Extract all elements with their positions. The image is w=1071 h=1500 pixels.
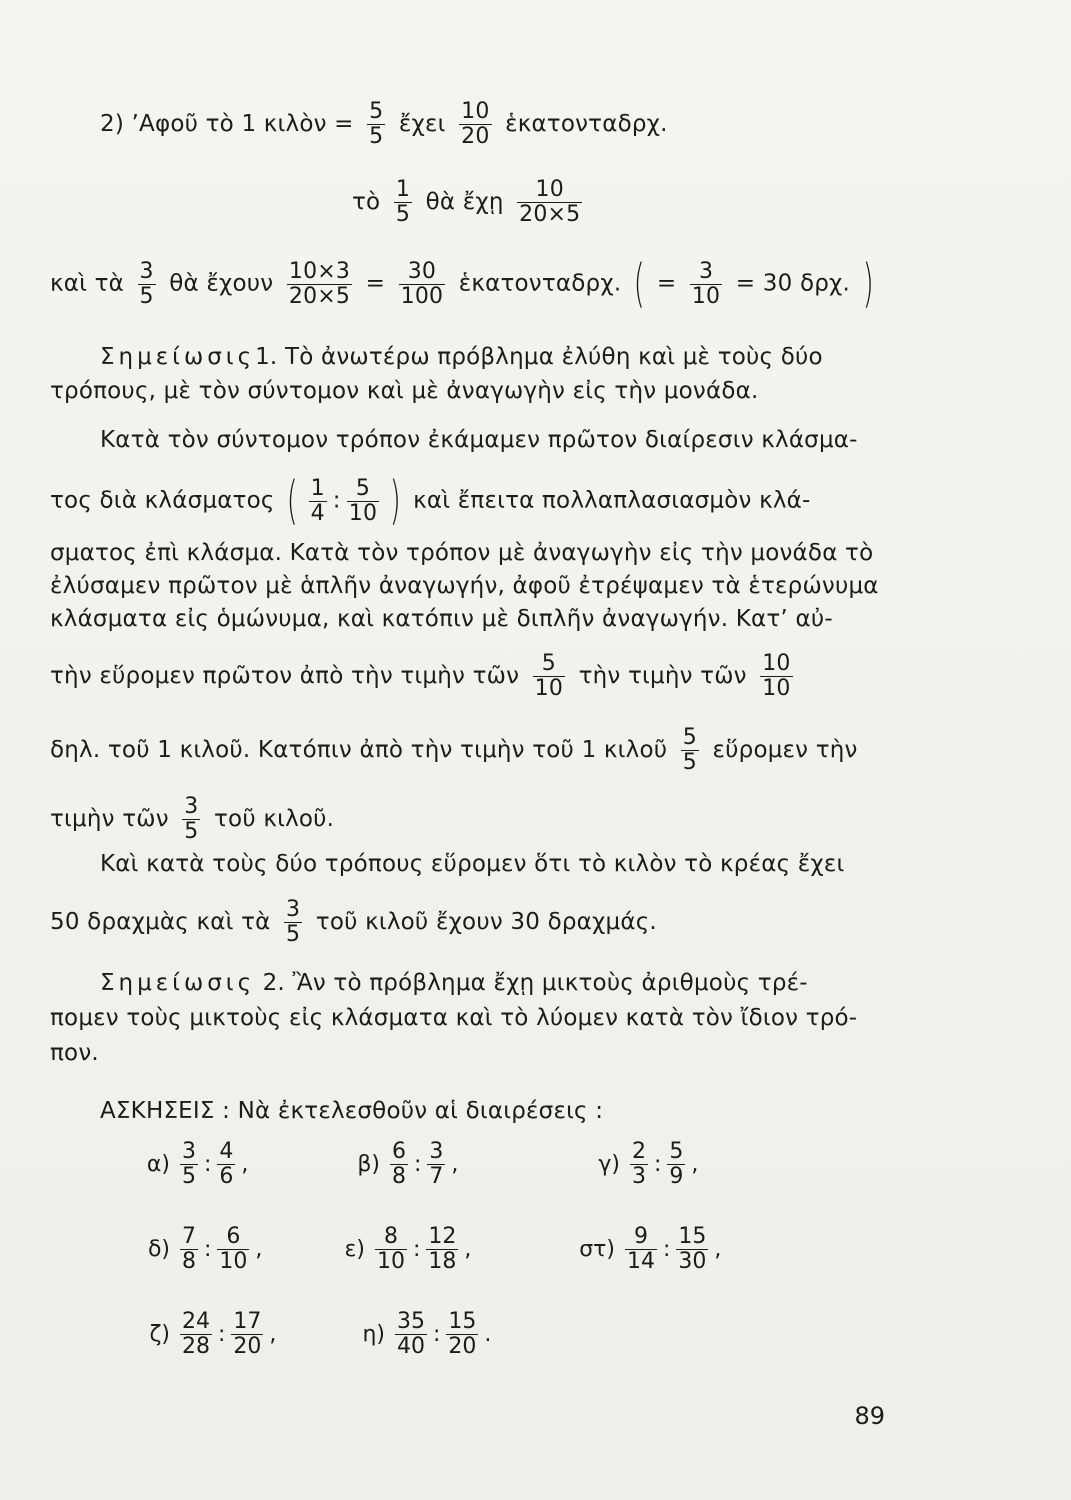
numerator: 35 (397, 1309, 425, 1334)
denominator: 20×5 (288, 283, 351, 309)
numerator: 12 (428, 1224, 457, 1249)
numerator: 10×3 (288, 258, 351, 284)
equals-sign: = (365, 270, 386, 297)
exercise-item (130, 1310, 276, 1359)
fraction (690, 260, 722, 309)
denominator: 28 (182, 1334, 210, 1359)
punctuation: , (241, 1152, 249, 1177)
text-segment: ἔχει (398, 111, 446, 137)
numerator: 1 (395, 177, 411, 202)
fraction (446, 1310, 478, 1359)
denominator: 6 (219, 1164, 234, 1189)
numerator: 6 (217, 1225, 249, 1250)
fraction (367, 100, 385, 149)
fraction (395, 1310, 427, 1359)
fraction (533, 652, 565, 701)
equals-sign: = (656, 270, 677, 297)
fraction (138, 260, 156, 309)
text-segment: τιμὴν τῶν (50, 806, 169, 832)
numerator: 3 (139, 258, 154, 284)
text-segment: σματος ἐπὶ κλάσμα. Κατὰ τὸν τρόπον μὲ ἀναγωγὴν εἰς τὴν μονάδα τὸ (50, 540, 874, 566)
paragraph-line (50, 652, 799, 701)
fraction (180, 1140, 198, 1189)
text-segment: τὴν εὕρομεν πρῶτον ἀπὸ τὴν τιμὴν τῶν (50, 663, 520, 689)
fraction (681, 726, 699, 775)
denominator: 5 (182, 1164, 196, 1189)
numerator: 10 (517, 178, 582, 203)
paragraph-line (50, 571, 879, 601)
denominator: 5 (286, 922, 301, 947)
exercise-label: η) (362, 1322, 385, 1347)
text-segment: θὰ ἔχουν (169, 270, 274, 297)
numerator: 9 (625, 1225, 657, 1250)
exercise-label: δ) (147, 1237, 170, 1262)
numerator: 3 (286, 897, 301, 922)
numerator: 3 (690, 260, 722, 285)
fraction (625, 1225, 657, 1274)
colon: : (413, 1237, 421, 1262)
right-paren: ) (389, 471, 402, 531)
exercise-label: α) (146, 1152, 170, 1177)
denominator: 5 (139, 283, 154, 309)
text-segment: καὶ τὰ (50, 270, 125, 297)
text-segment: τος διὰ κλάσματος (50, 487, 275, 514)
fraction (182, 795, 200, 844)
text-segment: τοῦ κιλοῦ ἔχουν 30 δραχμάς. (315, 909, 657, 935)
denominator: 9 (669, 1164, 684, 1189)
fraction (517, 178, 582, 227)
denominator: 14 (627, 1249, 655, 1274)
note-1-line-1 (100, 342, 823, 372)
denominator: 5 (682, 750, 697, 775)
exercises-heading (100, 1096, 603, 1126)
fraction (459, 100, 491, 149)
denominator: 5 (395, 202, 411, 227)
numerator: 10 (461, 99, 490, 124)
fraction (390, 1140, 408, 1189)
note-text: Τὸ ἀνωτέρω πρόβλημα ἐλύθη καὶ μὲ τοὺς δύο (284, 344, 823, 370)
exercise-item (130, 1225, 262, 1274)
exercises-instruction: Νὰ ἐκτελεσθοῦν αἱ διαιρέσεις : (237, 1098, 604, 1124)
numerator: 3 (182, 1139, 196, 1164)
fraction (217, 1225, 249, 1274)
punctuation: , (255, 1237, 263, 1262)
numerator: 4 (219, 1139, 234, 1164)
fraction (760, 652, 792, 701)
left-paren: ( (286, 471, 298, 531)
exercise-label: γ) (598, 1152, 620, 1177)
exercise-item (575, 1225, 721, 1274)
exercise-label: β) (357, 1152, 380, 1177)
text-segment: θὰ ἔχῃ (425, 189, 504, 215)
note-text: τρόπους, μὲ τὸν σύντομον καὶ μὲ ἀναγωγὴν εἰς τὴν μονάδα. (50, 378, 759, 404)
note-text: Ἂν τὸ πρόβλημα ἔχῃ μικτοὺς ἀριθμοὺς τρέ- (292, 970, 808, 996)
numerator: 24 (182, 1309, 210, 1334)
exercise-item (345, 1310, 491, 1359)
punctuation: , (451, 1152, 459, 1177)
colon: : (204, 1152, 212, 1177)
fraction (180, 1310, 212, 1359)
text-segment: ἑκατονταδρχ. (458, 270, 622, 297)
note-label: Σημείωσις (100, 344, 256, 370)
numerator: 8 (375, 1225, 407, 1250)
text-segment: κλάσματα εἰς ὁμώνυμα, καὶ κατόπιν μὲ διπλῆν ἀναγωγήν. Κατ’ αὐ- (50, 606, 833, 632)
paragraph-line (100, 849, 845, 879)
denominator: 4 (310, 500, 325, 526)
text-segment: τὸ (352, 189, 381, 215)
punctuation: , (714, 1237, 722, 1262)
text-segment: δηλ. τοῦ 1 κιλοῦ. Κατόπιν ἀπὸ τὴν τιμὴν τοῦ 1 κιλοῦ (50, 737, 668, 763)
colon: : (433, 1322, 441, 1347)
fraction (427, 1140, 445, 1189)
denominator: 40 (397, 1334, 425, 1359)
fraction (309, 477, 327, 526)
paragraph-line (50, 604, 833, 634)
page-number: 89 (854, 1402, 885, 1430)
punctuation: , (464, 1237, 472, 1262)
note-number: 1. (255, 344, 278, 370)
text-segment: τὴν τιμὴν τῶν (578, 663, 747, 689)
colon: : (654, 1152, 662, 1177)
fraction (630, 1140, 648, 1189)
note-number: 2. (262, 970, 285, 996)
numerator: 17 (233, 1309, 262, 1334)
fraction (231, 1310, 263, 1359)
numerator: 3 (184, 794, 199, 819)
denominator: 5 (369, 124, 384, 149)
denominator: 10 (762, 676, 791, 701)
text-segment: = 30 δρχ. (735, 270, 851, 297)
paragraph-line (50, 471, 811, 531)
denominator: 20 (448, 1334, 477, 1359)
paragraph-line (50, 795, 334, 844)
punctuation: , (691, 1152, 699, 1177)
colon: : (332, 487, 341, 514)
denominator: 7 (429, 1164, 444, 1189)
denominator: 8 (392, 1164, 406, 1189)
numerator: 15 (678, 1224, 707, 1249)
exercise-label: ε) (344, 1237, 365, 1262)
denominator: 20 (461, 124, 490, 149)
note-label: Σημείωσις (100, 970, 256, 996)
numerator: 6 (392, 1139, 406, 1164)
denominator: 18 (428, 1249, 457, 1274)
numerator: 10 (762, 651, 791, 676)
note-text: πον. (50, 1040, 99, 1066)
colon: : (218, 1322, 226, 1347)
exercises-title: ΑΣΚΗΣΕΙΣ : (100, 1098, 231, 1124)
denominator: 10 (377, 1249, 405, 1274)
fraction (399, 260, 446, 309)
text-segment: ἑκατονταδρχ. (505, 111, 668, 137)
fraction (284, 898, 302, 947)
note-2-line-1 (100, 968, 808, 998)
fraction (394, 178, 412, 227)
numerator: 5 (347, 477, 379, 502)
text-segment: εὕρομεν τὴν (712, 737, 858, 763)
note-2-line-3 (50, 1038, 99, 1068)
text-segment: Κατὰ τὸν σύντομον τρόπον ἐκάμαμεν πρῶτον διαίρεσιν κλάσμα- (100, 427, 858, 453)
fraction (676, 1225, 708, 1274)
fraction (287, 260, 352, 309)
denominator: 30 (678, 1249, 707, 1274)
numerator: 15 (448, 1309, 477, 1334)
punctuation: . (484, 1322, 492, 1347)
denominator: 10 (691, 283, 721, 309)
text-segment: καὶ ἔπειτα πολλαπλασιασμὸν κλά- (413, 487, 811, 514)
fraction (347, 477, 379, 526)
fraction (180, 1225, 198, 1274)
text-segment: Καὶ κατὰ τοὺς δύο τρόπους εὕρομεν ὅτι τὸ κιλὸν τὸ κρέας ἔχει (100, 851, 845, 877)
numerator: 2 (632, 1139, 646, 1164)
numerator: 7 (182, 1224, 196, 1249)
denominator: 20×5 (519, 202, 581, 227)
numerator: 5 (682, 725, 697, 750)
punctuation: , (269, 1322, 277, 1347)
paragraph-line (100, 425, 858, 455)
note-2-line-2 (50, 1003, 857, 1033)
paragraph-line (50, 538, 873, 568)
exercise-item (325, 1225, 471, 1274)
denominator: 20 (233, 1334, 262, 1359)
text-segment: 50 δραχμὰς καὶ τὰ (50, 909, 271, 935)
numerator: 5 (669, 1139, 684, 1164)
denominator: 8 (182, 1249, 196, 1274)
fraction (217, 1140, 235, 1189)
left-paren: ( (633, 254, 645, 314)
denominator: 100 (400, 283, 444, 309)
denominator: 10 (219, 1249, 248, 1274)
fraction (667, 1140, 685, 1189)
denominator: 10 (534, 676, 564, 701)
equation-line-1 (100, 100, 668, 149)
exercise-label: ζ) (149, 1322, 170, 1347)
colon: : (663, 1237, 671, 1262)
numerator: 3 (429, 1139, 444, 1164)
fraction (426, 1225, 458, 1274)
denominator: 3 (632, 1164, 646, 1189)
denominator: 5 (184, 819, 199, 844)
fraction (375, 1225, 407, 1274)
numerator: 5 (533, 652, 565, 677)
paragraph-line (50, 898, 657, 947)
denominator: 10 (348, 500, 378, 526)
equation-line-3 (50, 254, 878, 314)
exercise-item (580, 1140, 698, 1189)
numerator: 5 (369, 99, 384, 124)
text-segment: 2) ’Αφοῦ τὸ 1 κιλὸν = (100, 111, 354, 137)
right-paren: ) (862, 254, 874, 314)
numerator: 1 (310, 475, 325, 501)
exercise-item (340, 1140, 458, 1189)
note-text: πομεν τοὺς μικτοὺς εἰς κλάσματα καὶ τὸ λύομεν κατὰ τὸν ἴδιον τρό- (50, 1005, 858, 1031)
text-segment: ἐλύσαμεν πρῶτον μὲ ἁπλῆν ἀναγωγήν, ἀφοῦ ἐτρέψαμεν τὰ ἑτερώνυμα (50, 573, 879, 599)
colon: : (204, 1237, 212, 1262)
colon: : (414, 1152, 422, 1177)
text-segment: τοῦ κιλοῦ. (214, 806, 335, 832)
numerator: 30 (399, 260, 446, 285)
equation-line-2 (352, 178, 588, 227)
exercise-item (130, 1140, 248, 1189)
exercise-label: στ) (579, 1237, 615, 1262)
paragraph-line (50, 726, 858, 775)
note-1-line-2 (50, 376, 758, 406)
